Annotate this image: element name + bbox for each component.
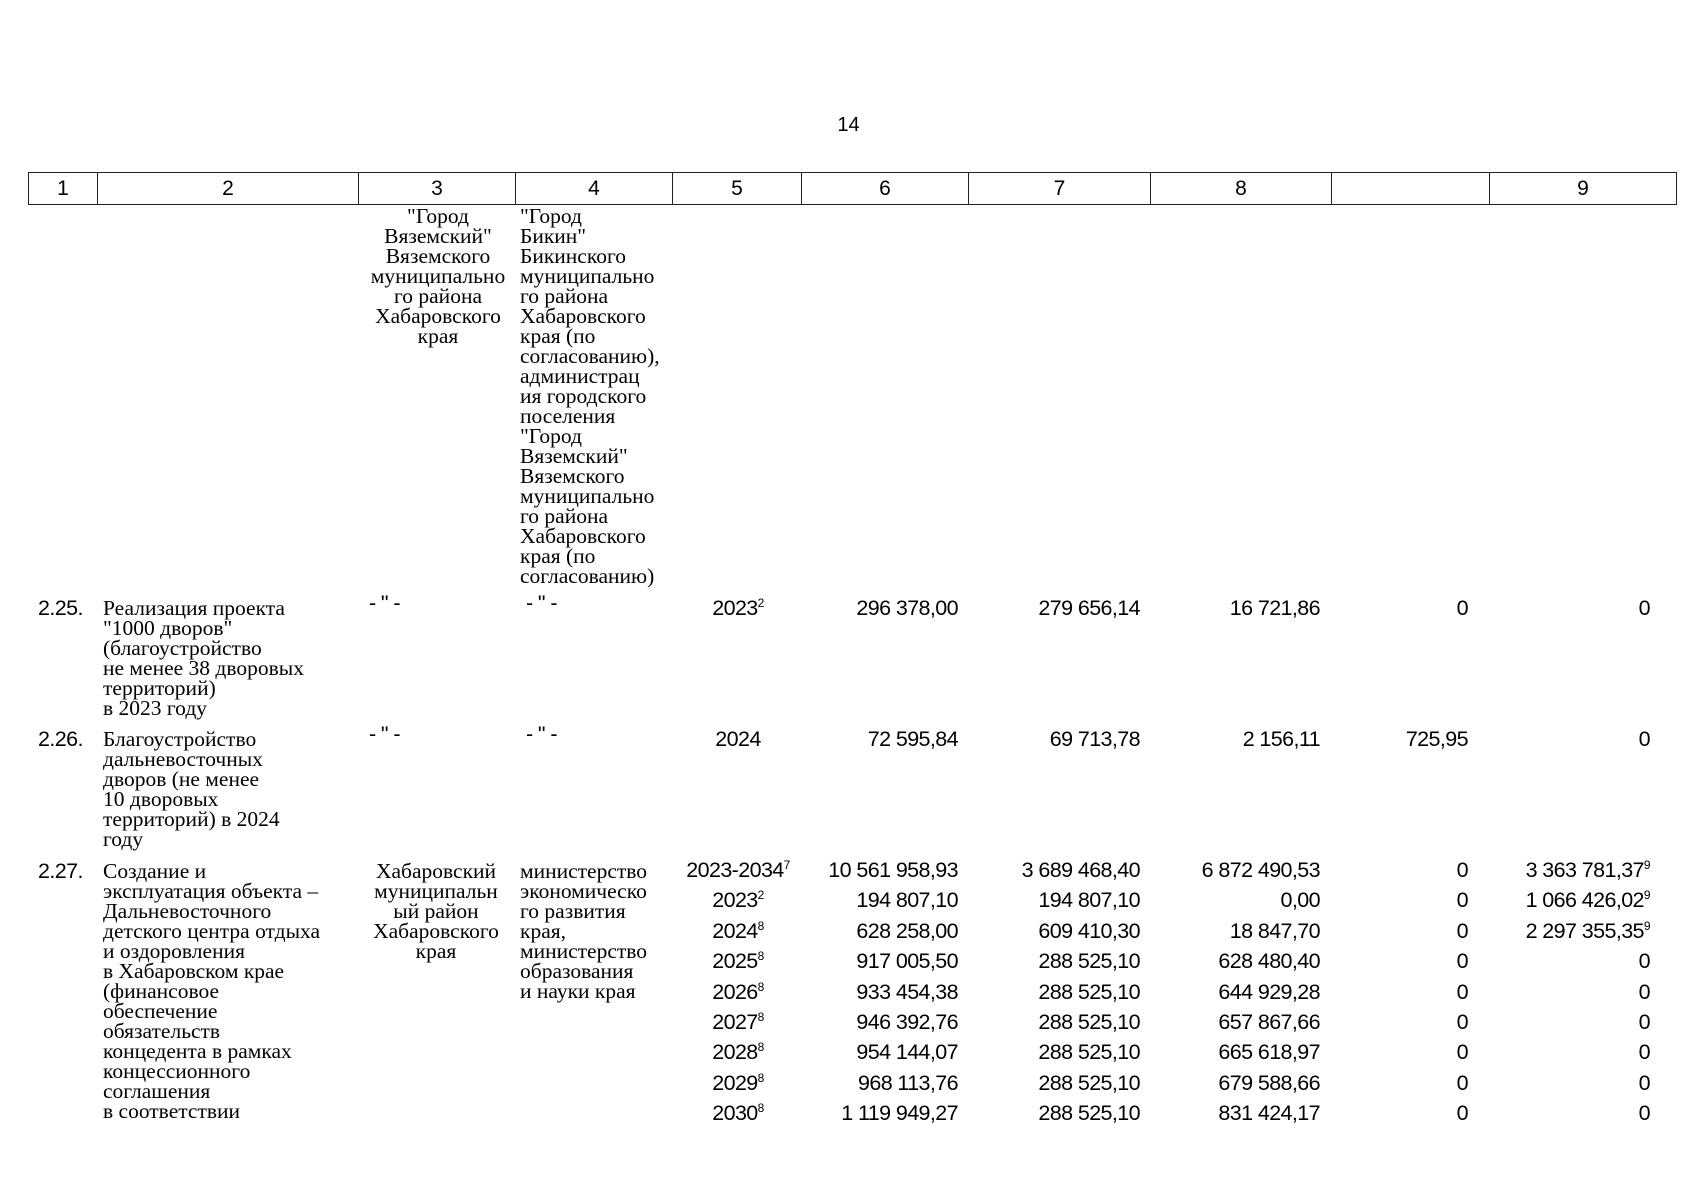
total-cell: 10 561 958,93 [828,858,958,882]
total-cell: 1 119 949,27 [841,1101,958,1126]
header-cell: 6 [802,173,969,205]
other-sources-cell: 0 [1638,727,1650,751]
year-cell: 2026$^8$ [712,979,764,1004]
row-name: Создание и эксплуатация объекта – Дальневосточного детского центра отдыха и оздоровления в Хабаровском крае (финансовое обеспечение обязательств концедента в рамках концессионного соглашения в соответствии [103,859,321,1123]
regional-budget-cell: 18 847,70 [1229,918,1320,943]
year-cell: 2025$^8$ [712,949,764,974]
regional-budget-cell: 657 867,66 [1218,1010,1320,1034]
federal-budget-cell: 288 525,10 [1038,1101,1140,1126]
column-header-row [29,173,1677,205]
header-cell: 4 [516,173,673,205]
year-cell: 2023$^2$ [712,596,764,620]
header-cell: 8 [1151,173,1332,205]
total-cell: 72 595,84 [867,727,958,751]
continued-executor-col4: "Город Бикин" Бикинского муниципально го района Хабаровского края (по согласованию), администрац ия городского поселения "Город Вяземский" Вяземского муниципально го района Хабаровского края (по согласованию) [520,204,660,588]
row-col4: - " - [526,591,557,615]
header-cell: 5 [673,173,802,205]
local-budget-cell: 0 [1456,949,1468,974]
other-sources-cell: 0 [1638,1010,1650,1034]
regional-budget-cell: 644 929,28 [1218,979,1320,1004]
local-budget-cell: 0 [1456,858,1468,882]
local-budget-cell: 0 [1456,1010,1468,1034]
federal-budget-cell: 69 713,78 [1049,727,1140,751]
total-cell: 933 454,38 [856,979,958,1004]
other-sources-cell: 0 [1638,1101,1650,1126]
other-sources-cell: 0 [1638,979,1650,1004]
total-cell: 946 392,76 [856,1010,958,1034]
total-cell: 628 258,00 [856,918,958,943]
continued-responsible-col3: "Город Вяземский" Вяземского муниципально го района Хабаровского края [370,204,506,348]
local-budget-cell: 0 [1456,888,1468,913]
row-col4: - " - [526,722,557,746]
federal-budget-cell: 288 525,10 [1038,1070,1140,1095]
federal-budget-cell: 609 410,30 [1038,918,1140,943]
local-budget-cell: 0 [1456,1070,1468,1095]
year-cell: 2028$^8$ [712,1040,764,1065]
total-cell: 954 144,07 [856,1040,958,1065]
federal-budget-cell: 279 656,14 [1038,596,1140,620]
header-cell [1332,173,1490,205]
header-cell: 2 [98,173,359,205]
total-cell: 968 113,76 [857,1070,958,1095]
local-budget-cell: 0 [1456,918,1468,943]
local-budget-cell: 0 [1456,1040,1468,1065]
local-budget-cell: 0 [1456,596,1468,620]
other-sources-cell: 2 297 355,35$^9$ [1525,918,1650,943]
federal-budget-cell: 288 525,10 [1038,979,1140,1004]
row-col3: - " - [369,591,400,615]
other-sources-cell: 3 363 781,37$^9$ [1525,858,1650,882]
row-number: 2.25. [38,596,83,620]
header-cell: 9 [1490,173,1677,205]
year-cell: 2027$^8$ [712,1010,764,1034]
local-budget-cell: 0 [1456,979,1468,1004]
regional-budget-cell: 679 588,66 [1218,1070,1320,1095]
federal-budget-cell: 3 689 468,40 [1021,858,1140,882]
total-cell: 194 807,10 [856,888,958,913]
row-col3: - " - [369,722,400,746]
federal-budget-cell: 288 525,10 [1038,949,1140,974]
other-sources-cell: 0 [1638,1070,1650,1095]
header-cell: 7 [969,173,1151,205]
total-cell: 917 005,50 [856,949,958,974]
other-sources-cell: 1 066 426,02$^9$ [1525,888,1650,913]
row-col4: министерство экономическо го развития края, министерство образования и науки края [520,859,648,1003]
other-sources-cell: 0 [1638,949,1650,974]
regional-budget-cell: 2 156,11 [1242,727,1320,751]
regional-budget-cell: 16 721,86 [1229,596,1320,620]
year-cell: 2024$^8$ [712,918,764,943]
other-sources-cell: 0 [1638,596,1650,620]
row-name: Благоустройство дальневосточных дворов (не менее 10 дворовых территорий) в 2024 году [103,727,280,851]
other-sources-cell: 0 [1638,1040,1650,1065]
header-cell: 3 [359,173,516,205]
year-cell: 2029$^8$ [712,1070,764,1095]
year-cell: 2030$^8$ [712,1101,764,1126]
row-name: Реализация проекта "1000 дворов" (благоустройство не менее 38 дворовых территорий) в 2023 году [103,596,304,720]
federal-budget-cell: 194 807,10 [1038,888,1140,913]
row-number: 2.27. [38,859,83,883]
year-cell: 2023$^2$ [712,888,764,913]
year-cell: 2024 [715,727,761,751]
regional-budget-cell: 665 618,97 [1218,1040,1320,1065]
regional-budget-cell: 628 480,40 [1218,949,1320,974]
local-budget-cell: 725,95 [1405,727,1468,751]
row-number: 2.26. [38,727,83,751]
local-budget-cell: 0 [1456,1101,1468,1126]
page-number: 14 [837,114,860,136]
federal-budget-cell: 288 525,10 [1038,1010,1140,1034]
total-cell: 296 378,00 [856,596,958,620]
regional-budget-cell: 6 872 490,53 [1201,858,1320,882]
row-col3: Хабаровский муниципальн ый район Хабаровского края [373,859,499,963]
year-cell: 2023-2034$^7$ [686,858,790,882]
column-header-table [28,172,1677,205]
regional-budget-cell: 0,00 [1280,888,1320,913]
header-cell: 1 [29,173,98,205]
federal-budget-cell: 288 525,10 [1038,1040,1140,1065]
regional-budget-cell: 831 424,17 [1218,1101,1320,1126]
